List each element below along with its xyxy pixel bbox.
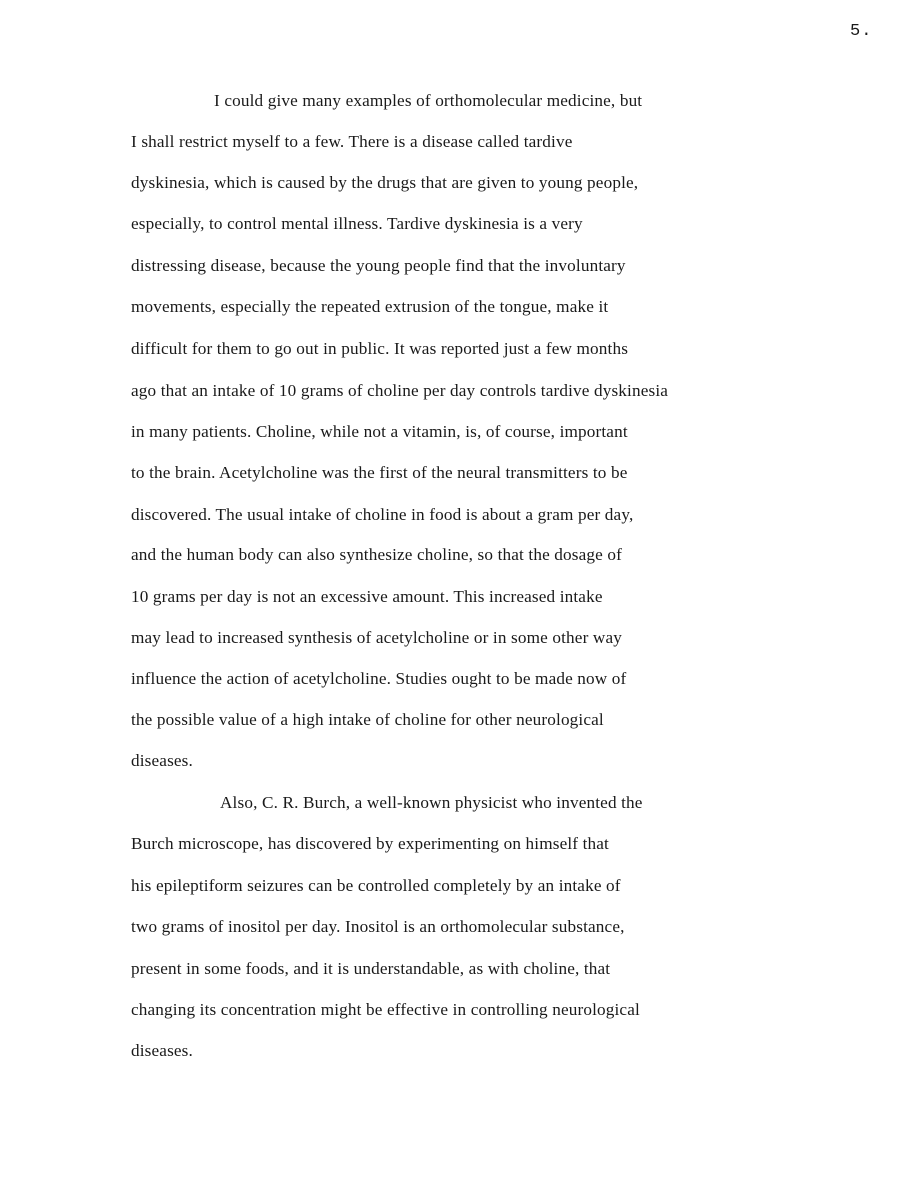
- text-line: present in some foods, and it is understandable, as with choline, that: [131, 959, 611, 978]
- text-line: dyskinesia, which is caused by the drugs that are given to young people,: [131, 173, 639, 192]
- text-line: diseases.: [131, 751, 193, 770]
- text-line: I could give many examples of orthomolecular medicine, but: [214, 91, 643, 110]
- text-line: to the brain. Acetylcholine was the first of the neural transmitters to be: [131, 463, 628, 482]
- text-line: Also, C. R. Burch, a well-known physicist who invented the: [220, 793, 643, 812]
- text-line: ago that an intake of 10 grams of choline per day controls tardive dyskinesia: [131, 381, 669, 400]
- text-line: especially, to control mental illness. Tardive dyskinesia is a very: [131, 214, 583, 233]
- text-line: the possible value of a high intake of choline for other neurological: [131, 710, 604, 729]
- text-line: discovered. The usual intake of choline in food is about a gram per day,: [131, 505, 634, 524]
- text-line: 10 grams per day is not an excessive amount. This increased intake: [131, 587, 603, 606]
- text-line: I shall restrict myself to a few. There is a disease called tardive: [131, 132, 573, 151]
- text-line: Burch microscope, has discovered by experimenting on himself that: [131, 834, 609, 853]
- text-line: two grams of inositol per day. Inositol is an orthomolecular substance,: [131, 917, 625, 936]
- text-line: diseases.: [131, 1041, 193, 1060]
- text-line: his epileptiform seizures can be controlled completely by an intake of: [131, 876, 621, 895]
- text-line: movements, especially the repeated extrusion of the tongue, make it: [131, 297, 609, 316]
- text-line: difficult for them to go out in public. It was reported just a few months: [131, 339, 629, 358]
- text-line: in many patients. Choline, while not a vitamin, is, of course, important: [131, 422, 628, 441]
- text-line: distressing disease, because the young people find that the involuntary: [131, 256, 626, 275]
- text-line: changing its concentration might be effective in controlling neurological: [131, 1000, 640, 1019]
- text-line: and the human body can also synthesize choline, so that the dosage of: [131, 545, 622, 564]
- text-line: may lead to increased synthesis of acetylcholine or in some other way: [131, 628, 622, 647]
- page-number: 5.: [850, 22, 873, 41]
- text-line: influence the action of acetylcholine. Studies ought to be made now of: [131, 669, 627, 688]
